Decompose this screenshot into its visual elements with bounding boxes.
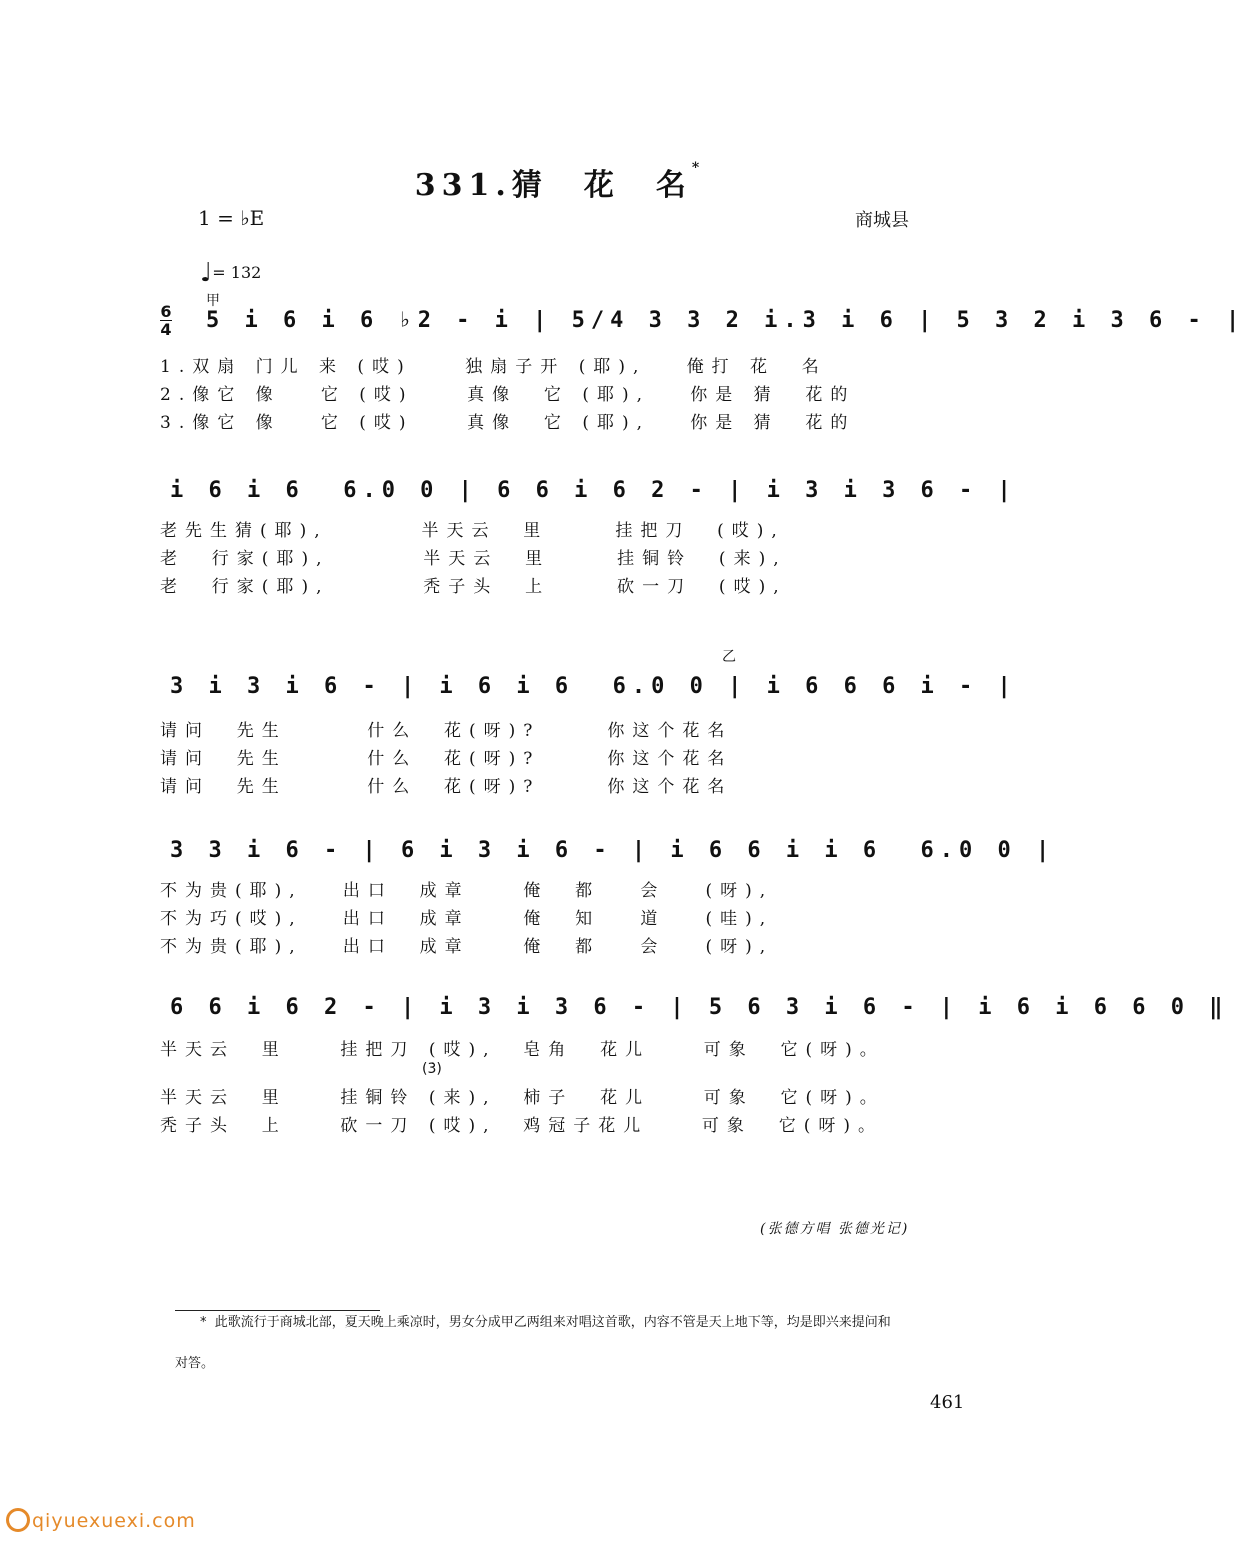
time-signature: 6 4 [160,302,172,339]
song-title: 331.猜 花 名* [414,160,706,203]
page-number: 461 [930,1392,965,1413]
key-signature: 1 = ♭E [198,206,265,230]
quarter-note-icon: ♩ [200,258,213,288]
lyric-verse-3: 秃子头 上 砍一刀 (哎), 鸡冠子花儿 可象 它(呀)。 [160,1116,883,1136]
footnote: * 此歌流行于商城北部，夏天晚上乘凉时，男女分成甲乙两组来对唱这首歌，内容不管是天上地下等，均是即兴来提问和 [200,1315,891,1330]
part-label-jia: 甲 [206,293,220,309]
part-label-yi: 乙 [722,649,736,665]
notation-line: i 6 i 6 6.0 0 | 6 6 i 6 2 - | i 3 i 3 6 - | [170,478,1017,503]
site-watermark: qiyuexuexi.com [6,1508,196,1532]
performer-credit: (张德方唱 张德光记) [760,1221,910,1237]
notation-line: 3 3 i 6 - | 6 i 3 i 6 - | i 6 6 i i 6 6.0 0 | [170,838,1056,863]
notation-line: 3 i 3 i 6 - | i 6 i 6 6.0 0 | i 6 6 6 i - | [170,674,1017,699]
lyric-verse-3: 老 行家(耶), 秃子头 上 砍一刀 (哎), [160,577,787,597]
lyric-verse-1: 老先生猜(耶), 半天云 里 挂把刀 (哎), [160,521,785,541]
lyric-verse-2: 2.像它 像 它 (哎) 真像 它 (耶), 你是 猜 花的 [160,385,856,405]
region-label: 商城县 [855,210,909,231]
notation-line: 5 i 6 i 6 ♭2 - i | 5/4 3 3 2 i.3 i 6 | 5 3 2 i 3 6 - | [206,308,1245,333]
lyric-verse-2: 不为巧(哎), 出口 成章 俺 知 道 (哇), [160,909,774,929]
tempo-marking: ♩= 132 [200,258,262,288]
lyric-verse-1: 1.双扇 门儿 来 (哎) 独扇子开 (耶), 俺打 花 名 [160,357,827,377]
footnote-continued: 对答。 [175,1356,215,1371]
alternate-note: (3̇) [422,1061,442,1077]
lyric-verse-1: 请问 先生 什么 花(呀)? 你这个花名 [160,721,733,741]
lyric-verse-2: 半天云 里 挂铜铃 (来), 柿子 花儿 可象 它(呀)。 [160,1088,885,1108]
notation-line: 6 6 i 6 2 - | i 3 i 3 6 - | 5 6 3 i 6 - | i 6 i 6 6 0 ‖ [170,995,1229,1020]
lyric-verse-1: 不为贵(耶), 出口 成章 俺 都 会 (呀), [160,881,774,901]
lyric-verse-2: 请问 先生 什么 花(呀)? 你这个花名 [160,749,733,769]
logo-icon [6,1508,30,1532]
lyric-verse-3: 3.像它 像 它 (哎) 真像 它 (耶), 你是 猜 花的 [160,413,856,433]
lyric-verse-2: 老 行家(耶), 半天云 里 挂铜铃 (来), [160,549,787,569]
lyric-verse-3: 请问 先生 什么 花(呀)? 你这个花名 [160,777,733,797]
lyric-verse-3: 不为贵(耶), 出口 成章 俺 都 会 (呀), [160,937,774,957]
lyric-verse-1: 半天云 里 挂把刀 (哎), 皂角 花儿 可象 它(呀)。 [160,1040,885,1060]
